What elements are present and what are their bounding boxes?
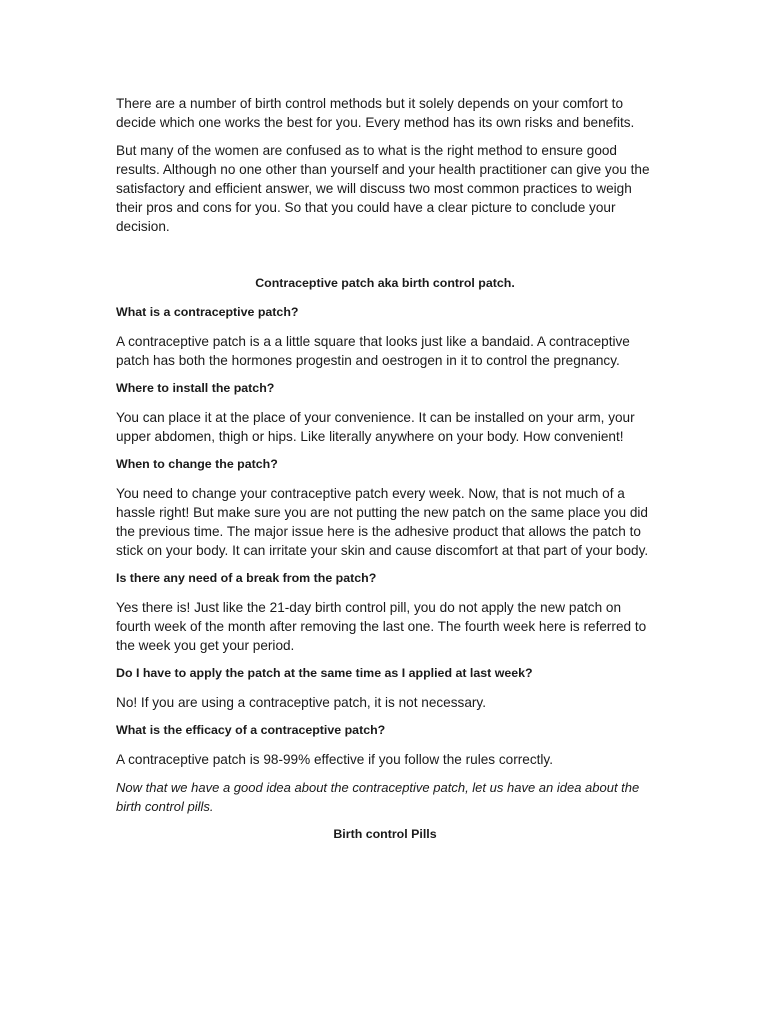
answer-paragraph: A contraceptive patch is 98-99% effective if you follow the rules correctly. <box>116 752 553 767</box>
document-body <box>116 94 654 844</box>
answer-paragraph: You need to change your contraceptive patch every week. Now, that is not much of a hassle right! But make sure you are not putting the new patch on the same place you did the previous time. The major issue here is the adhesive product that allows the patch to stick on your body. It can irritate your skin and cause discomfort at that part of your body. <box>116 486 649 558</box>
question-heading: What is a contraceptive patch? <box>116 305 299 319</box>
question-heading: Where to install the patch? <box>116 381 275 395</box>
transition-paragraph: Now that we have a good idea about the contraceptive patch, let us have an idea about the birth control pills. <box>116 780 640 814</box>
answer-paragraph: You can place it at the place of your convenience. It can be installed on your arm, your upper abdomen, thigh or hips. Like literally anywhere on your body. How convenient! <box>116 410 635 444</box>
patch-section-title: Contraceptive patch aka birth control patch. <box>255 276 515 290</box>
pills-section-title: Birth control Pills <box>333 827 437 841</box>
answer-paragraph: A contraceptive patch is a a little square that looks just like a bandaid. A contraceptive patch has both the hormones progestin and oestrogen in it to control the pregnancy. <box>116 334 630 368</box>
question-heading: When to change the patch? <box>116 457 278 471</box>
intro-paragraph-1: There are a number of birth control methods but it solely depends on your comfort to decide which one works the best for you. Every method has its own risks and benefits. <box>116 96 635 130</box>
answer-paragraph: Yes there is! Just like the 21-day birth control pill, you do not apply the new patch on fourth week of the month after removing the last one. The fourth week here is referred to the week you get your period. <box>116 600 647 653</box>
question-heading: Is there any need of a break from the patch? <box>116 571 377 585</box>
question-heading: What is the efficacy of a contraceptive patch? <box>116 723 386 737</box>
intro-paragraph-2: But many of the women are confused as to what is the right method to ensure good results. Although no one other than yourself and your health practitioner can give you the satisfactory and efficient answer, we will discuss two most common practices to weigh their pros and cons for you. So that you could have a clear picture to conclude your decision. <box>116 143 650 234</box>
answer-paragraph: No! If you are using a contraceptive patch, it is not necessary. <box>116 695 486 710</box>
question-heading: Do I have to apply the patch at the same time as I applied at last week? <box>116 666 533 680</box>
